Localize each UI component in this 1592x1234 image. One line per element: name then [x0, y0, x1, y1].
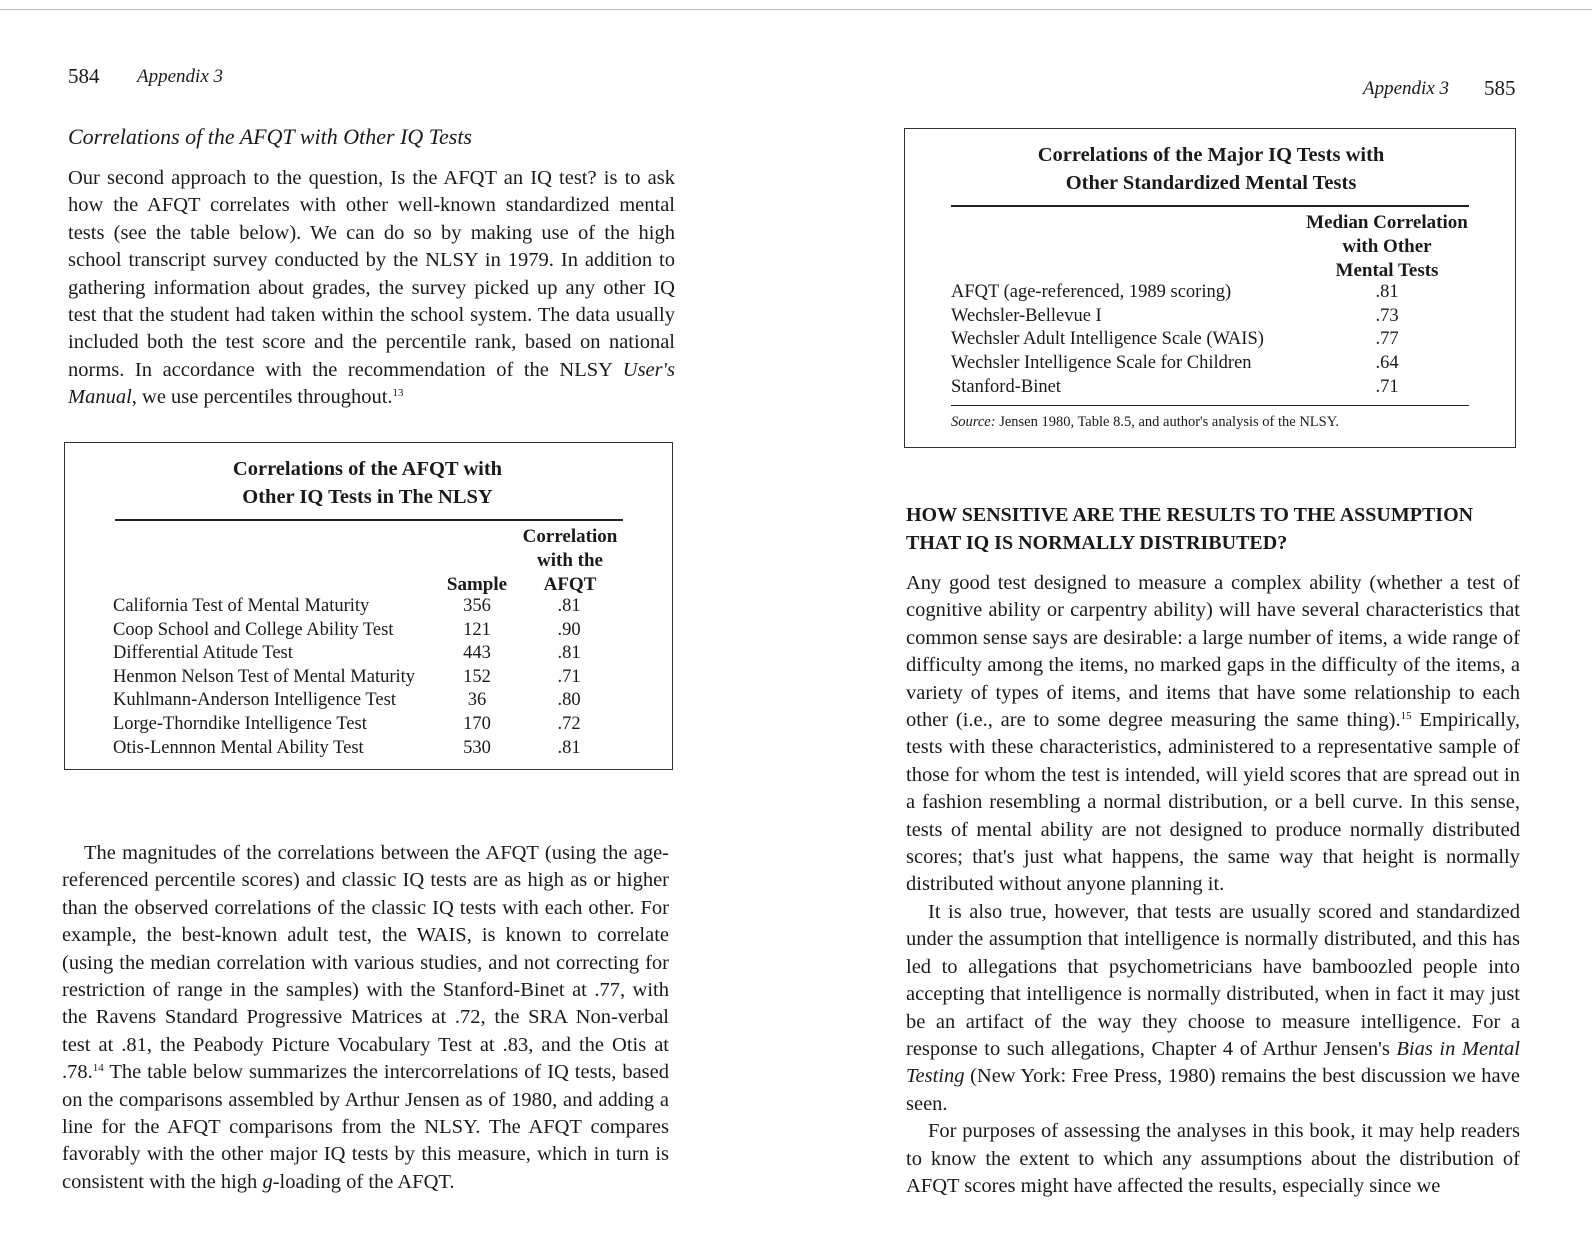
section-title: Correlations of the AFQT with Other IQ Tests	[68, 124, 472, 149]
table-rule	[951, 205, 1469, 207]
test-name: Wechsler Intelligence Scale for Children	[951, 353, 1252, 373]
italic-text: Bias in Mental Testing	[906, 1037, 1520, 1088]
test-name: Differential Atitude Test	[113, 643, 293, 663]
column-header-median-correlation	[1297, 211, 1477, 283]
table-title-line: Other Standardized Mental Tests	[1065, 172, 1357, 194]
test-name: Kuhlmann-Anderson Intelligence Test	[113, 690, 396, 710]
correlation-value: .77	[1375, 329, 1399, 349]
paragraph-text: -loading of the AFQT.	[272, 1170, 455, 1193]
column-header-line: Median Correlation	[1306, 212, 1468, 233]
test-name: AFQT (age-referenced, 1989 scoring)	[951, 282, 1232, 302]
column-header-line: with Other	[1342, 236, 1432, 257]
paragraph-text: For purposes of assessing the analyses in this book, it may help readers to know the extent to which any assumptions about the distribution of AFQT scores might have affected the results, especially since we	[906, 1120, 1520, 1197]
correlation-value: .90	[557, 620, 581, 640]
test-name: Henmon Nelson Test of Mental Maturity	[113, 667, 416, 687]
paragraph-text: (New York: Free Press, 1980) remains the best discussion we have seen.	[906, 1065, 1520, 1115]
italic-text: g	[262, 1170, 273, 1193]
test-name: Lorge-Thorndike Intelligence Test	[113, 714, 367, 734]
correlation-value: .71	[557, 667, 581, 687]
paragraph-text: The table below summarizes the intercorrelations of IQ tests, based on the comparisons assembled by Arthur Jensen as of 1980, and adding a line for the AFQT comparisons from the NLSY. The AFQT compares favorably with the other major IQ tests by this measure, which in turn is consistent with the high	[62, 1061, 669, 1193]
correlation-value: .72	[557, 714, 581, 734]
test-name: Wechsler Adult Intelligence Scale (WAIS)	[951, 329, 1264, 349]
section-heading-line: THAT IQ IS NORMALLY DISTRIBUTED?	[906, 532, 1288, 554]
top-edge-line	[0, 9, 1592, 10]
correlation-value: .81	[557, 596, 581, 616]
paragraph-text: Our second approach to the question, Is the AFQT an IQ test? is to ask how the AFQT correlates with other well-known standardized mental tests (see the table below). We can do so by making use of the high school transcript survey conducted by the NLSY in 1979. In addition to gathering information about grades, the survey picked up any other IQ test that the student had taken within the school system. The data usually included both the test score and the percentile rank, based on national norms. In accordance with the recommendation of the NLSY	[68, 167, 675, 381]
correlation-value: .73	[1375, 306, 1399, 326]
source-text: Jensen 1980, Table 8.5, and author's analysis of the NLSY.	[995, 414, 1339, 430]
correlation-value: .64	[1375, 353, 1399, 373]
correlation-value: .80	[557, 690, 581, 710]
running-head-left: Appendix 3	[137, 66, 224, 87]
test-name: Coop School and College Ability Test	[113, 620, 394, 640]
footnote-ref: 13	[392, 387, 404, 400]
test-name: Stanford-Binet	[951, 377, 1061, 397]
correlation-value: .71	[1375, 377, 1399, 397]
correlation-value: .81	[557, 643, 581, 663]
test-name: Wechsler-Bellevue I	[951, 306, 1102, 326]
sample-value: 170	[463, 714, 491, 734]
table-title	[115, 455, 620, 511]
footnote-ref: 15	[1400, 710, 1412, 723]
italic-text: User's Manual,	[68, 358, 675, 409]
column-header-correlation	[515, 525, 625, 597]
test-name: California Test of Mental Maturity	[113, 596, 370, 616]
sample-value: 530	[463, 738, 491, 758]
column-header-sample: Sample	[446, 574, 508, 595]
paragraph-text: we use percentiles throughout.	[136, 386, 393, 409]
paragraph-text: Empirically, tests with these characteristics, administered to a representative sample of those for whom the test is intended, will yield scores that are spread out in a fashion resembling a normal distribution, or a bell curve. In this sense, tests of mental ability are not designed to produce normally distributed scores; that's just what happens, the same way that height is normally distributed without anyone planning it.	[906, 709, 1520, 896]
table-box-major-iq-tests	[904, 128, 1516, 448]
table-rule	[115, 519, 623, 521]
sample-value: 152	[463, 667, 491, 687]
correlation-value: .81	[557, 738, 581, 758]
table-title-line: Other IQ Tests in The NLSY	[242, 486, 493, 508]
table-rule-bottom	[951, 405, 1469, 406]
paragraph-text: It is also true, however, that tests are usually scored and standardized under the assumption that intelligence is normally distributed, and this has led to allegations that psychometricians have bamboozled people into accepting that intelligence is normally distributed, when in fact it may just be an artifact of the way they choose to measure intelligence. For a response to such allegations, Chapter 4 of Arthur Jensen's	[906, 900, 1520, 1060]
source-label: Source:	[951, 414, 996, 430]
page-number-left: 584	[68, 64, 100, 88]
running-head-right: Appendix 3	[1363, 78, 1450, 99]
sample-value: 36	[467, 690, 487, 710]
page-number-right: 585	[1484, 76, 1516, 100]
table-title-line: Correlations of the AFQT with	[232, 458, 503, 480]
table-title	[951, 141, 1471, 197]
table-source-note	[951, 414, 1339, 431]
sample-value: 121	[463, 620, 491, 640]
table-title-line: Correlations of the Major IQ Tests with	[1037, 144, 1385, 166]
body-paragraph	[62, 840, 669, 1196]
column-header-line: with the	[537, 550, 603, 571]
table-box-afqt-nlsy	[64, 442, 673, 770]
section-heading	[906, 501, 1526, 557]
body-paragraph	[68, 165, 675, 412]
column-header-line: Correlation	[522, 526, 618, 547]
section-heading-line: HOW SENSITIVE ARE THE RESULTS TO THE ASSUMPTION	[906, 504, 1474, 526]
correlation-value: .81	[1375, 282, 1399, 302]
column-header-line: AFQT	[543, 574, 597, 595]
paragraph-text: Any good test designed to measure a complex ability (whether a test of cognitive ability or carpentry ability) will have several characteristics that common sense says are desirable: a large number of items, a wide range of difficulty among the items, no marked gaps in the difficulty of the items, a variety of types of items, and items that have some relationship to each other (i.e., are to some degree measuring the same thing).	[906, 572, 1520, 732]
sample-value: 443	[463, 643, 491, 663]
paragraph-text: The magnitudes of the correlations between the AFQT (using the age-referenced percentile scores) and classic IQ tests are as high as or higher than the observed correlations of the classic IQ tests with each other. For example, the best-known adult test, the WAIS, is known to correlate (using the median correlation with various studies, and not correcting for restriction of range in the samples) with the Stanford-Binet at .77, with the Ravens Standard Progressive Matrices at .72, the SRA Non-verbal test at .81, the Peabody Picture Vocabulary Test at .83, and the Otis at .78.	[62, 842, 669, 1084]
footnote-ref: 14	[92, 1062, 104, 1075]
sample-value: 356	[463, 596, 491, 616]
column-header-line: Mental Tests	[1335, 260, 1439, 281]
test-name: Otis-Lennnon Mental Ability Test	[113, 738, 364, 758]
body-paragraph	[906, 570, 1520, 1200]
